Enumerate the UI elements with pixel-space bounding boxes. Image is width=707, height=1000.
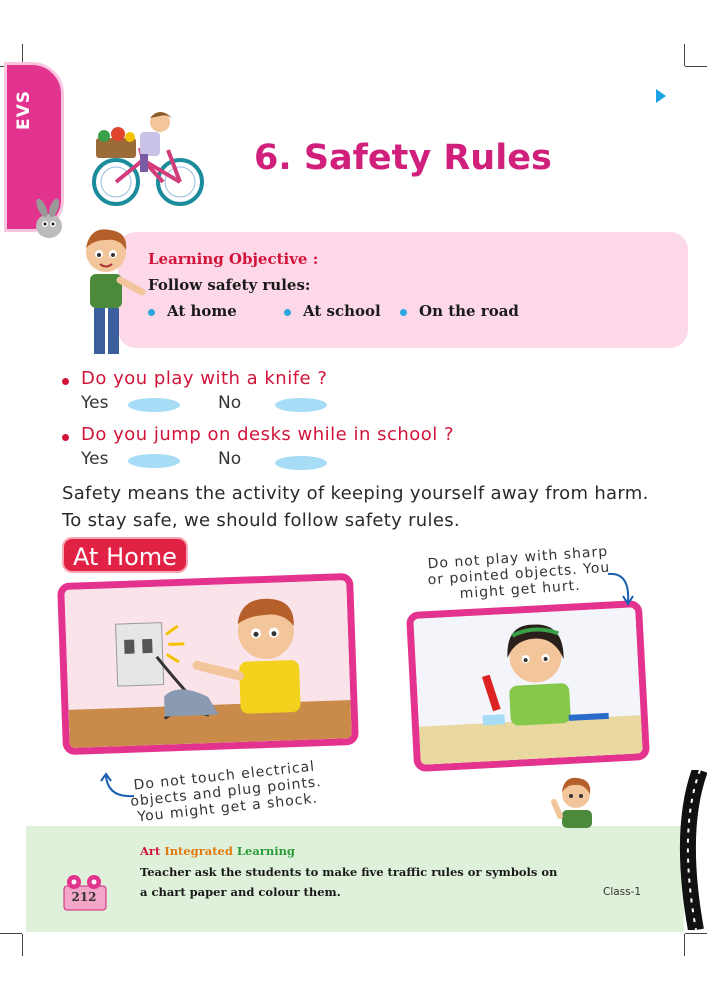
bullet-icon	[400, 309, 407, 316]
bullet-icon	[284, 309, 291, 316]
bullet-icon	[148, 309, 155, 316]
crop-mark	[684, 934, 685, 956]
question-bullet-icon	[62, 434, 69, 441]
question-1-no-label: No	[218, 393, 242, 413]
crop-mark	[685, 933, 707, 934]
section-heading-at-home: At Home	[62, 537, 188, 573]
electrical-hazard-picture	[57, 573, 359, 755]
page-number: 212	[71, 890, 97, 904]
question-2-yes-answer-oval[interactable]	[128, 454, 180, 468]
boy-touching-socket-illustration	[64, 580, 353, 750]
page-title: 6. Safety Rules	[254, 138, 552, 178]
question-2-no-label: No	[218, 449, 242, 469]
question-2-no-answer-oval[interactable]	[275, 456, 327, 470]
learning-objective-heading: Learning Objective :	[148, 250, 319, 268]
learning-objective-intro: Follow safety rules:	[148, 276, 311, 294]
question-2-text: Do you jump on desks while in school ?	[81, 424, 455, 445]
subject-tab-label: EVS	[14, 89, 34, 130]
question-1-yes-label: Yes	[81, 393, 109, 413]
caption-sharp-objects: Do not play with sharp or pointed objects. You might get hurt.	[427, 543, 611, 603]
sharp-objects-picture	[406, 600, 650, 772]
film-strip-decoration	[678, 770, 707, 930]
question-2-yes-label: Yes	[81, 449, 109, 469]
objective-item-school: At school	[284, 302, 381, 320]
question-1-no-answer-oval[interactable]	[275, 398, 327, 412]
boy-on-bicycle-illustration	[88, 110, 208, 210]
girl-with-knife-illustration	[413, 607, 644, 767]
crop-mark	[684, 44, 685, 66]
crop-mark	[685, 66, 707, 67]
curved-arrow-icon	[98, 772, 138, 802]
question-1-yes-answer-oval[interactable]	[128, 398, 180, 412]
question-bullet-icon	[62, 378, 69, 385]
question-1-text: Do you play with a knife ?	[81, 368, 328, 389]
crop-mark	[22, 934, 23, 956]
curved-arrow-icon	[604, 568, 640, 608]
safety-definition-paragraph: Safety means the activity of keeping yourself away from harm. To stay safe, we should follow safety rules.	[62, 483, 649, 531]
objective-item-home: At home	[148, 302, 237, 320]
caption-electrical: Do not touch electrical objects and plug points. You might get a shock.	[129, 758, 323, 826]
objective-item-road: On the road	[400, 302, 519, 320]
art-integrated-learning-heading: Art Integrated Learning	[140, 844, 295, 858]
class-label: Class-1	[603, 886, 642, 898]
boy-waving-illustration	[544, 772, 600, 828]
crop-mark	[0, 933, 22, 934]
rabbit-mascot-icon	[28, 196, 70, 242]
page-corner-arrow-icon	[656, 89, 666, 103]
art-integrated-learning-text: Teacher ask the students to make five traffic rules or symbols on a chart paper and colour them.	[140, 865, 558, 899]
boy-pointing-illustration	[76, 222, 146, 360]
